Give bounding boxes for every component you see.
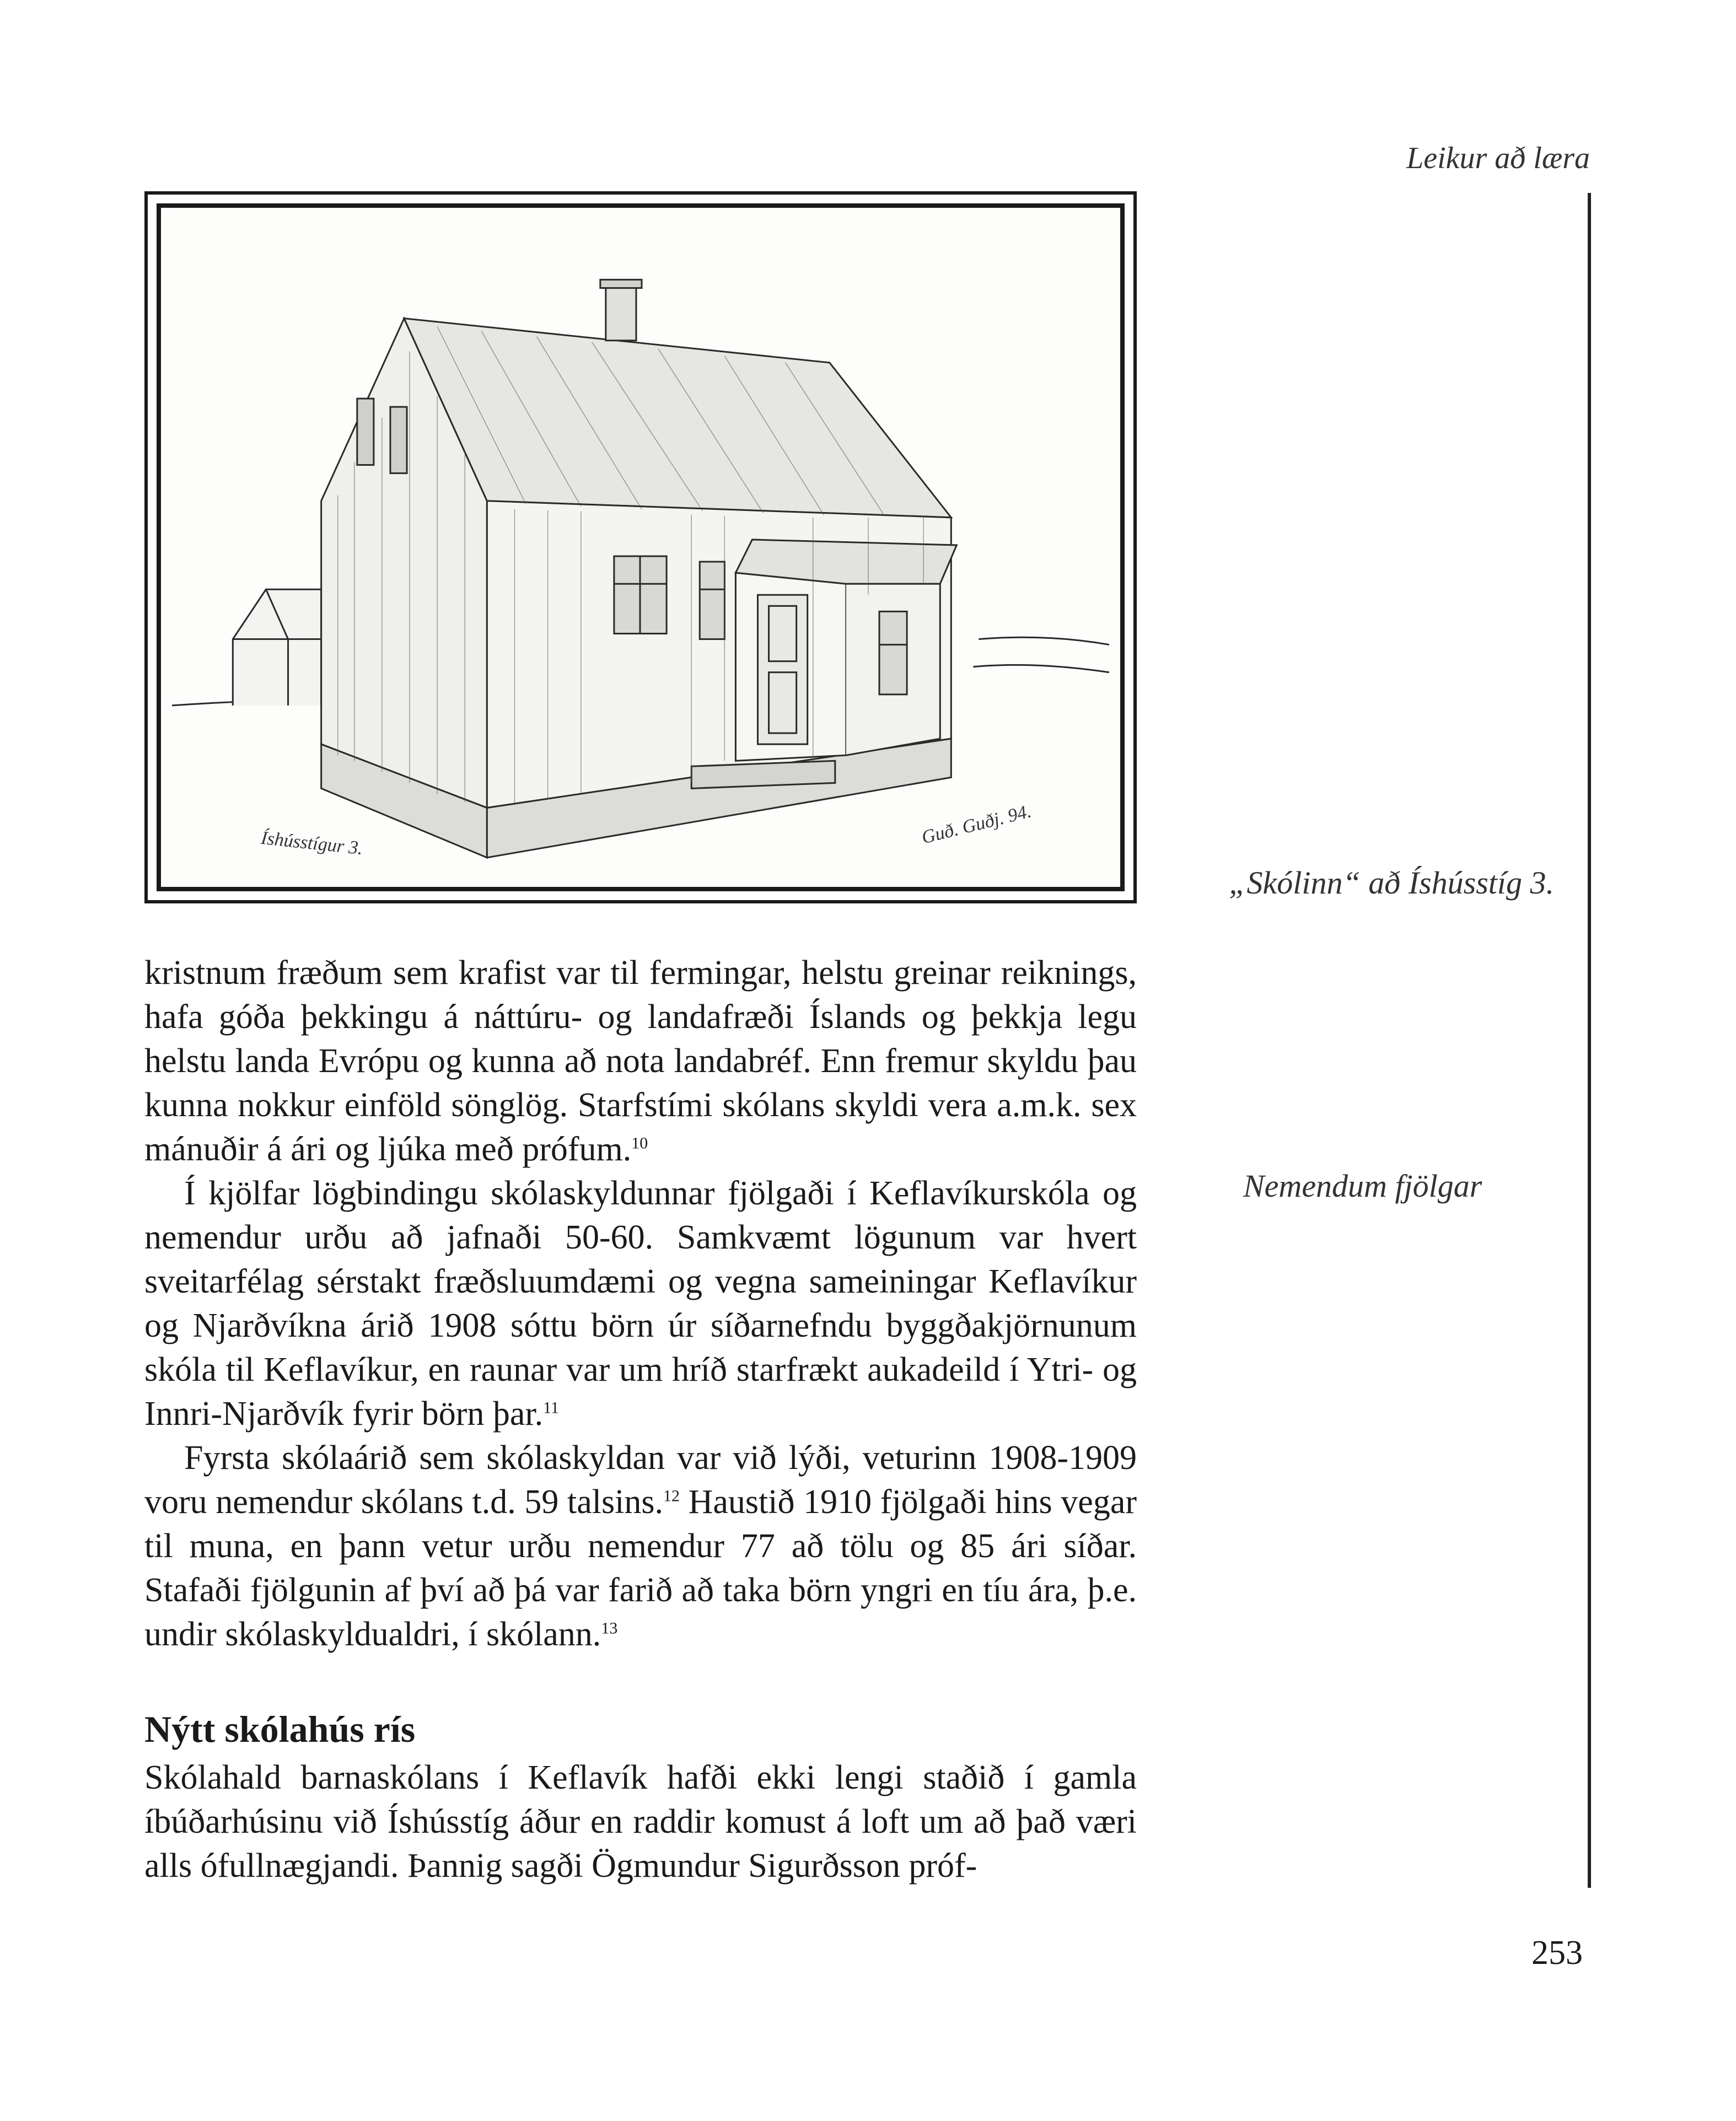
running-head: Leikur að læra xyxy=(1406,141,1590,175)
illustration-frame xyxy=(157,203,1125,891)
side-note: Nemendum fjölgar xyxy=(1243,1168,1482,1204)
illustration-inscription: Íshússtígur 3. xyxy=(260,827,364,859)
paragraph: Skólahald barnaskólans í Keflavík hafði ekki lengi staðið í gamla íbúðarhúsinu við Íshússtíg áður en raddir komust á loft um að það væri alls ófullnægjandi. Þannig sagði Ögmundur Sigurðsson próf- xyxy=(144,1759,1137,1885)
paragraph: Fyrsta skólaárið sem skólaskyldan var við lýði, veturinn 1908-1909 voru nemendur skólans t.d. 59 talsins.$^{12}$ Haustið 1910 fjölgaði hins vegar til muna, en þann vetur urðu nemendur 77 að tölu og 85 ári síðar. Stafaði fjölgunin af því að þá var farið að taka börn yngri en tíu ára, þ.e. undir skólaskyldualdri, í skólann.$^{13}$ xyxy=(144,1439,1137,1653)
footnote-ref[interactable]: 11 xyxy=(543,1398,560,1417)
figure-caption: „Skólinn“ að Íshússtíg 3. xyxy=(1229,865,1554,901)
house-drawing xyxy=(161,208,1120,887)
body-text xyxy=(144,951,1137,1656)
paragraph: kristnum fræðum sem krafist var til fermingar, helstu greinar reiknings, hafa góða þekkingu á náttúru- og landafræði Íslands og þekkja legu helstu landa Evrópu og kunna að nota landabréf. Enn fremur skyldu þau kunna nokkur einföld sönglög. Starfstími skólans skyldi vera a.m.k. sex mánuðir á ári og ljúka með prófum.$^{10}$ xyxy=(144,954,1137,1168)
margin-rule xyxy=(1588,193,1591,1888)
footnote-ref[interactable]: 13 xyxy=(601,1619,618,1638)
section-body xyxy=(144,1756,1137,1888)
footnote-ref[interactable]: 10 xyxy=(631,1134,648,1153)
footnote-ref[interactable]: 12 xyxy=(663,1487,680,1505)
page-number: 253 xyxy=(1531,1934,1583,1972)
paragraph: Í kjölfar lögbindingu skólaskyldunnar fjölgaði í Keflavíkurskóla og nemendur urðu að jafnaði 50-60. Samkvæmt lögunum var hvert sveitarfélag sérstakt fræðsluumdæmi og vegna sameiningar Keflavíkur og Njarðvíkna árið 1908 sóttu börn úr síðarnefndu byggðakjörnunum skóla til Keflavíkur, en raunar var um hríð starfrækt aukadeild í Ytri- og Innri-Njarðvík fyrir börn þar.$^{11}$ xyxy=(144,1175,1137,1433)
house-illustration xyxy=(144,191,1137,903)
section-heading: Nýtt skólahús rís xyxy=(144,1708,416,1750)
illustration-signature: Guð. Guðj. 94. xyxy=(920,801,1034,848)
